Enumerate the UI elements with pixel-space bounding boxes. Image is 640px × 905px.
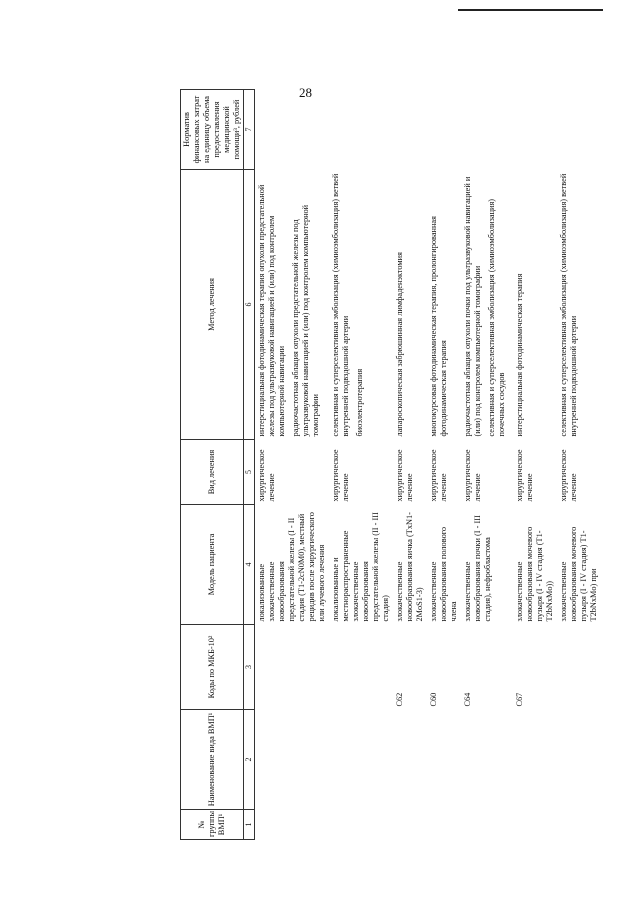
treatment-type: хирургическое лечение: [331, 449, 350, 502]
header-cost-norm: Норматив финансовых затрат на единицу объема предоставления медицинской помощи³, рублей: [181, 90, 244, 170]
header-group-number: № группы ВМП¹: [181, 810, 244, 840]
header-patient-model: Модель пациента: [181, 505, 244, 625]
treatment-type: хирургическое лечение: [429, 449, 448, 502]
table-row: [393, 90, 427, 840]
table-row: [461, 90, 513, 840]
treatment-method: биоэлектротерапия: [355, 368, 364, 437]
table-row: [255, 90, 330, 840]
header-row: [181, 90, 244, 840]
column-number: 3: [244, 625, 255, 710]
patient-model: злокачественные новообразования почки (I - III стадия), нефробластома: [463, 515, 492, 622]
treatment-method: лапароскопическая забрюшинная лимфаденэктомия: [395, 252, 404, 437]
patient-model: локализованные и местнораспространенные злокачественные новообразования предстательной железы (II - III стадия): [331, 512, 390, 622]
treatment-method: радиочастотная аблация опухоли почки под ультразвуковой навигацией и (или) под контролем компьютерной томографии: [463, 176, 482, 437]
treatment-method: радиочастотная аблация опухоли предстательной железы под ультразвуковой навигацией и (или) под контролем компьютерной томографии: [291, 204, 320, 437]
icd-code: [329, 625, 393, 710]
patient-model: злокачественные новообразования мочевого пузыря (I - IV стадия (T1-T2bNxMo)): [515, 526, 554, 622]
treatment-method: интерстициальная фотодинамическая терапия опухоли предстательной железы под ультразвуковой навигацией и (или) под контролем компьютерной навигации: [257, 184, 286, 437]
icd-code: [557, 625, 601, 710]
treatment-method: многокурсовая фотодинамическая терапия, пролонгированная фотодинамическая терапия: [429, 216, 448, 437]
patient-model: злокачественные новообразования яичка (TxN1-2MoS1-3): [395, 512, 424, 622]
header-vmp-name: Наименование вида ВМП¹: [181, 710, 244, 810]
rotated-table-frame: [90, 0, 640, 840]
column-number: 7: [244, 90, 255, 170]
treatment-method: селективная и суперселективная эмболизация (химиоэмболизация) ветвей внутренней подвздошной артерии: [559, 173, 578, 437]
table-row: [557, 90, 601, 840]
column-number: 4: [244, 505, 255, 625]
treatment-type: хирургическое лечение: [257, 449, 276, 502]
patient-model: злокачественные новообразования мочевого пузыря (I - IV стадия) T1-T2bNxMo) при: [559, 526, 598, 622]
treatment-type: хирургическое лечение: [559, 449, 578, 502]
patient-model: злокачественные новообразования полового члена: [429, 526, 458, 622]
column-number: 5: [244, 440, 255, 505]
header-icd-codes: Коды по МКБ-10²: [181, 625, 244, 710]
column-number-row: [244, 90, 255, 840]
table-row: [329, 90, 393, 840]
header-treatment-type: Вид лечения: [181, 440, 244, 505]
table-row: [427, 90, 461, 840]
header-treatment-method: Метод лечения: [181, 170, 244, 440]
icd-code: [255, 625, 330, 710]
column-number: 2: [244, 710, 255, 810]
treatment-type: хирургическое лечение: [515, 449, 534, 502]
patient-model: локализованные злокачественные новообразования предстательной железы (I - II стадия (T1-2cN0M0), местный рецидив после хирургического или лучевого лечения: [257, 512, 326, 622]
icd-code: C67: [515, 692, 524, 707]
page-number: 28: [299, 85, 312, 100]
column-number: 1: [244, 810, 255, 840]
vmp-table: [180, 89, 601, 840]
treatment-method: интерстициальная фотодинамическая терапия: [515, 273, 524, 437]
treatment-type: хирургическое лечение: [463, 449, 482, 502]
treatment-method: селективная и суперселективная эмболизация (химиоэмболизация) почечных сосудов: [487, 198, 506, 437]
icd-code: C62: [395, 692, 404, 707]
table-row: [513, 90, 557, 840]
column-number: 6: [244, 170, 255, 440]
treatment-type: хирургическое лечение: [395, 449, 414, 502]
icd-code: C60: [429, 692, 438, 707]
icd-code: C64: [463, 692, 472, 707]
treatment-method: селективная и суперселективная эмболизация (химиоэмболизация) ветвей внутренней подвздошной артерии: [331, 173, 350, 437]
